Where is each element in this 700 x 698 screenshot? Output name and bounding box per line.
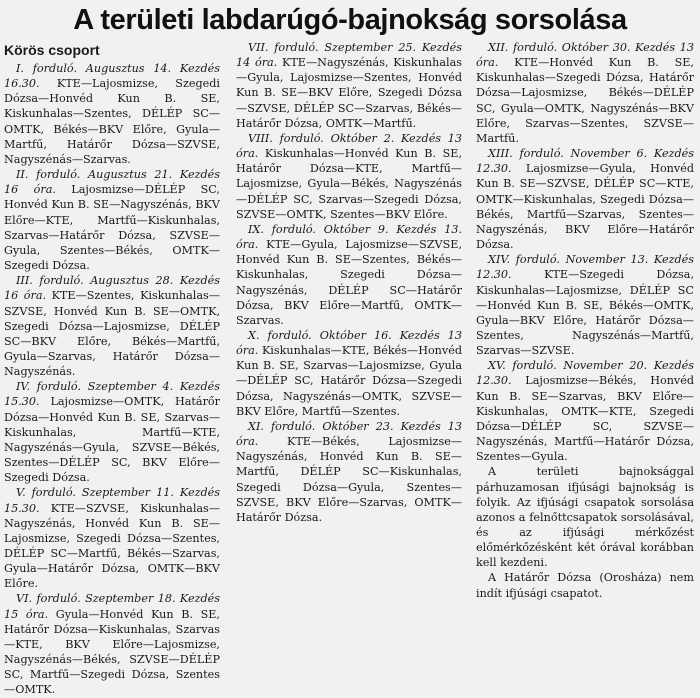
round-fixtures: Kiskunhalas—Honvéd Kun B. SE, Határőr Dózsa—KTE, Martfű—Lajosmizse, Gyula—Békés, Nagyszénás—DÉLÉP SC, Szarvas—Szegedi Dózsa, SZVSE—OMTK, Szentes—BKV Előre. xyxy=(236,147,462,221)
round-heading: III. forduló. Augusztus 28. Kezdés 16 óra. xyxy=(4,274,220,303)
round-paragraph-14 xyxy=(476,252,694,358)
round-fixtures: KTE—Lajosmizse, Szegedi Dózsa—Honvéd Kun B. SE, Kiskunhalas—Szentes, DÉLÉP SC—OMTK, Békés—BKV Előre, Gyula—Martfű, Határőr Dózsa—SZVSE, Nagyszénás—Szarvas. xyxy=(4,77,220,166)
round-fixtures: Lajosmizse—DÉLÉP SC, Honvéd Kun B. SE—Nagyszénás, BKV Előre—KTE, Martfű—Kiskunhalas, Szarvas—Határőr Dózsa, SZVSE—Gyula, Szentes—Békés, OMTK—Szegedi Dózsa. xyxy=(4,183,220,273)
article-column-3 xyxy=(476,40,694,601)
group-heading: Körös csoport xyxy=(4,42,100,58)
round-paragraph-1 xyxy=(4,61,220,167)
round-heading: IV. forduló. Szeptember 4. Kezdés 15.30. xyxy=(4,380,220,409)
round-heading: XI. forduló. Október 23. Kezdés 13 óra. xyxy=(236,419,462,449)
round-paragraph-7 xyxy=(236,40,462,131)
youth-note-paragraph: A területi bajnoksággal párhuzamosan ifjúsági bajnokság is folyik. Az ifjúsági csapatok sorsolása azonos a felnőttcsapatok sorsolásával, és az ifjúsági mérkőzést előmérkőzésként két órával korábban kell kezdeni. xyxy=(476,465,694,570)
article-column-2 xyxy=(236,40,462,525)
round-paragraph-4 xyxy=(4,379,220,485)
round-paragraph-2 xyxy=(4,167,220,273)
round-fixtures: KTE—Nagyszénás, Kiskunhalas—Gyula, Lajosmizse—Szentes, Honvéd Kun B. SE—BKV Előre, Szegedi Dózsa—SZVSE, DÉLÉP SC—Szarvas, Békés—Határőr Dózsa, OMTK—Martfű. xyxy=(236,56,462,130)
round-paragraph-11 xyxy=(236,419,462,525)
round-paragraph-12 xyxy=(476,40,694,146)
round-paragraph-13 xyxy=(476,146,694,252)
round-fixtures: Kiskunhalas—KTE, Békés—Honvéd Kun B. SE, Szarvas—Lajosmizse, Gyula—DÉLÉP SC, Határőr Dózsa—Szegedi Dózsa, Nagyszénás—OMTK, SZVSE—BKV Előre, Martfű—Szentes. xyxy=(236,344,462,418)
round-paragraph-8 xyxy=(236,131,462,222)
round-heading: X. forduló. Október 16. Kezdés 13 óra. xyxy=(236,328,462,358)
round-heading: I. forduló. Augusztus 14. Kezdés 16.30. xyxy=(4,62,220,91)
round-fixtures: KTE—SZVSE, Kiskunhalas—Nagyszénás, Honvéd Kun B. SE—Lajosmizse, Szegedi Dózsa—Szentes, DÉLÉP SC—Martfű, Békés—Szarvas, Gyula—Határőr Dózsa, OMTK—BKV Előre. xyxy=(4,501,220,591)
round-heading: IX. forduló. Október 9. Kezdés 13. óra. xyxy=(236,222,462,252)
round-heading: XIV. forduló. November 13. Kezdés 12.30. xyxy=(476,253,694,282)
round-fixtures: Lajosmizse—OMTK, Határőr Dózsa—Honvéd Kun B. SE, Szarvas—Kiskunhalas, Martfű—KTE, Nagyszénás—Gyula, SZVSE—Békés, Szentes—DÉLÉP SC, BKV Előre—Szegedi Dózsa. xyxy=(4,395,220,485)
round-heading: VIII. forduló. Október 2. Kezdés 13 óra. xyxy=(236,131,462,161)
round-fixtures: Lajosmizse—Békés, Honvéd Kun B. SE—Szarvas, BKV Előre—Kiskunhalas, OMTK—KTE, Szegedi Dózsa—DÉLÉP SC, SZVSE—Nagyszénás, Martfű—Határőr Dózsa, Szentes—Gyula. xyxy=(476,374,694,464)
round-paragraph-5 xyxy=(4,485,220,591)
round-fixtures: KTE—Szegedi Dózsa, Kiskunhalas—Lajosmizse, DÉLÉP SC—Honvéd Kun B. SE, Békés—OMTK, Gyula—BKV Előre, Határőr Dózsa—Szentes, Nagyszénás—Martfű, Szarvas—SZVSE. xyxy=(476,268,694,358)
round-heading: XII. forduló. Október 30. Kezdés 13 óra. xyxy=(476,41,694,70)
round-paragraph-9 xyxy=(236,222,462,328)
article-column-1 xyxy=(4,40,220,698)
round-heading: XIII. forduló. November 6. Kezdés 12.30. xyxy=(476,147,694,176)
round-heading: V. forduló. Szeptember 11. Kezdés 15.30. xyxy=(4,486,220,515)
round-heading: VII. forduló. Szeptember 25. Kezdés 14 óra. xyxy=(236,41,462,70)
round-paragraph-15 xyxy=(476,358,694,464)
round-paragraph-3 xyxy=(4,273,220,379)
round-paragraph-10 xyxy=(236,328,462,419)
round-heading: XV. forduló. November 20. Kezdés 12.30. xyxy=(476,359,694,388)
round-fixtures: KTE—Szentes, Kiskunhalas—SZVSE, Honvéd Kun B. SE—OMTK, Szegedi Dózsa—Lajosmizse, DÉLÉP SC—BKV Előre, Békés—Martfű, Gyula—Szarvas, Határőr Dózsa—Nagyszénás. xyxy=(4,289,220,379)
round-heading: II. forduló. Augusztus 21. Kezdés 16 óra. xyxy=(4,168,220,197)
round-fixtures: KTE—Békés, Lajosmizse—Nagyszénás, Honvéd Kun B. SE—Martfű, DÉLÉP SC—Kiskunhalas, Szegedi Dózsa—Gyula, Szentes—SZVSE, BKV Előre—Szarvas, OMTK—Határőr Dózsa. xyxy=(236,435,462,524)
round-fixtures: Lajosmizse—Gyula, Honvéd Kun B. SE—SZVSE, DÉLÉP SC—KTE, OMTK—Kiskunhalas, Szegedi Dózsa—Békés, Martfű—Szarvas, Szentes—Nagyszénás, BKV Előre—Határőr Dózsa. xyxy=(476,162,694,252)
orosháza-note-paragraph: A Határőr Dózsa (Orosháza) nem indít ifjúsági csapatot. xyxy=(476,571,694,600)
round-fixtures: Gyula—Honvéd Kun B. SE, Határőr Dózsa—Kiskunhalas, Szarvas—KTE, BKV Előre—Lajosmizse, Nagyszénás—Békés, SZVSE—DÉLÉP SC, Martfű—Szegedi Dózsa, Szentes—OMTK. xyxy=(4,607,220,697)
round-fixtures: KTE—Honvéd Kun B. SE, Kiskunhalas—Szegedi Dózsa, Határőr Dózsa—Lajosmizse, Békés—DÉLÉP SC, Gyula—OMTK, Nagyszénás—BKV Előre, Szarvas—Szentes, SZVSE—Martfű. xyxy=(476,56,694,145)
article-headline: A területi labdarúgó-bajnokság sorsolása xyxy=(73,4,627,36)
round-heading: VI. forduló. Szeptember 18. Kezdés 15 óra. xyxy=(4,592,220,621)
round-fixtures: KTE—Gyula, Lajosmizse—SZVSE, Honvéd Kun B. SE—Szentes, Békés—Kiskunhalas, Szegedi Dózsa—Nagyszénás, DÉLÉP SC—Határőr Dózsa, BKV Előre—Martfű, OMTK—Szarvas. xyxy=(236,238,463,327)
round-paragraph-6 xyxy=(4,591,220,697)
